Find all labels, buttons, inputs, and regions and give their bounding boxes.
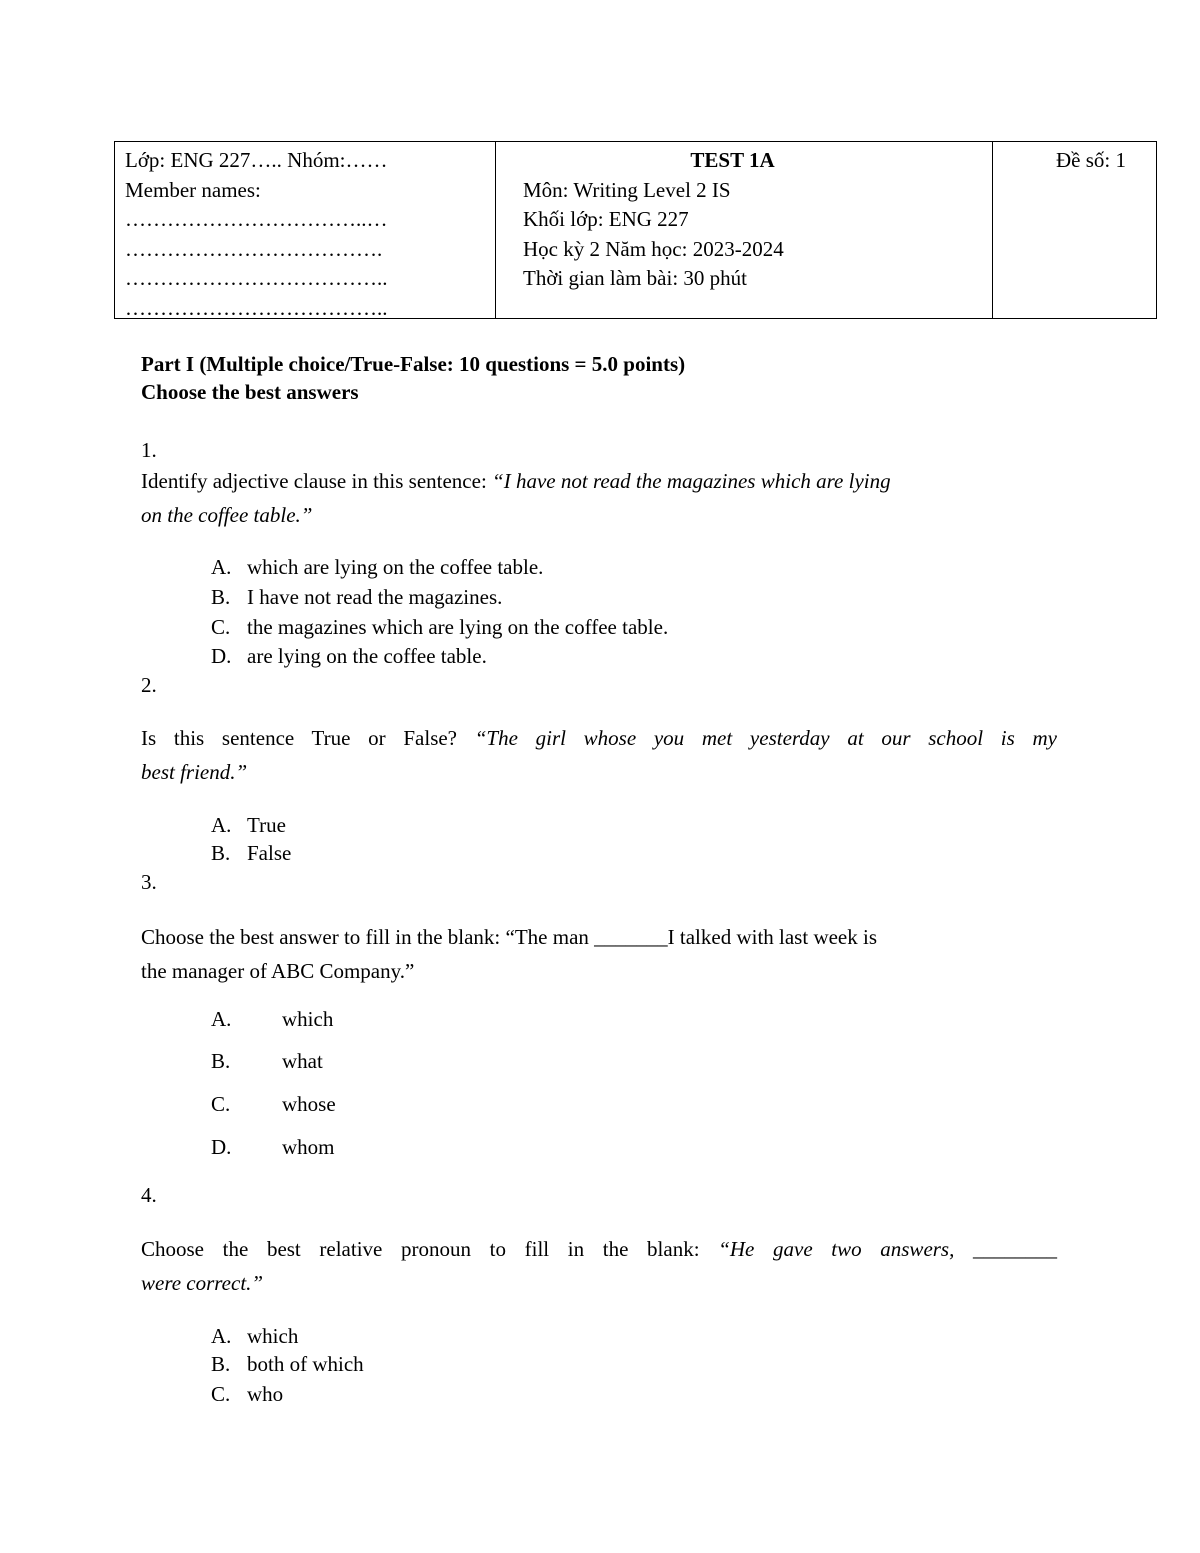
exam-code: Đề số: 1 bbox=[1056, 148, 1126, 172]
question-prompt-continued: the manager of ABC Company.” bbox=[141, 959, 415, 983]
prompt-quote: “I have not read the magazines which are lying bbox=[492, 469, 891, 493]
option-c: C. the magazines which are lying on the coffee table. bbox=[211, 615, 669, 639]
prompt-quote-continued: were correct.” bbox=[141, 1271, 264, 1295]
question-number: 4. bbox=[141, 1183, 157, 1207]
option-b: B. False bbox=[211, 841, 292, 865]
option-d: D. are lying on the coffee table. bbox=[211, 644, 487, 668]
grade-line: Khối lớp: ENG 227 bbox=[523, 207, 689, 231]
question-prompt bbox=[141, 1235, 1057, 1264]
class-info-cell bbox=[115, 142, 496, 318]
prompt-text: Choose the best relative pronoun to fill in the blank: bbox=[141, 1237, 719, 1261]
test-info-cell bbox=[496, 142, 993, 318]
option-c: C. whose bbox=[211, 1092, 336, 1116]
option-a: A. which bbox=[211, 1324, 299, 1348]
option-b: B. both of which bbox=[211, 1352, 364, 1376]
option-c: C. who bbox=[211, 1382, 284, 1406]
prompt-quote-continued: best friend.” bbox=[141, 760, 248, 784]
member-label: Member names: bbox=[125, 177, 261, 202]
prompt-quote-continued: on the coffee table.” bbox=[141, 503, 313, 527]
question-prompt bbox=[141, 467, 891, 496]
option-a: A. True bbox=[211, 813, 286, 837]
test-title: TEST 1A bbox=[690, 148, 775, 172]
option-a: A. which bbox=[211, 1007, 334, 1031]
question-prompt: Choose the best answer to fill in the blank: “The man _______I talked with last week is bbox=[141, 925, 878, 949]
part-title: Part I (Multiple choice/True-False: 10 questions = 5.0 points) bbox=[141, 352, 686, 376]
question-number: 3. bbox=[141, 870, 157, 894]
exam-code-cell bbox=[993, 142, 1156, 318]
duration-line: Thời gian làm bài: 30 phút bbox=[523, 266, 747, 290]
member-line: ……………………………….. bbox=[125, 266, 388, 290]
exam-header-table bbox=[114, 141, 1157, 319]
option-a: A. which are lying on the coffee table. bbox=[211, 555, 544, 579]
option-b: B. what bbox=[211, 1049, 323, 1073]
prompt-text: Is this sentence True or False? bbox=[141, 726, 475, 750]
option-d: D. whom bbox=[211, 1135, 335, 1159]
subject-line: Môn: Writing Level 2 IS bbox=[523, 177, 731, 202]
prompt-text: Identify adjective clause in this sentence: bbox=[141, 469, 493, 493]
member-line: ………………………………. bbox=[125, 236, 383, 261]
question-prompt bbox=[141, 724, 1057, 753]
prompt-quote: “He gave two answers, ________ bbox=[718, 1237, 1058, 1261]
prompt-quote: “The girl whose you met yesterday at our school is my bbox=[474, 726, 1057, 750]
member-line: ……………………………..… bbox=[125, 207, 388, 231]
question-number: 1. bbox=[141, 438, 157, 462]
member-line: ……………………………….. bbox=[125, 295, 388, 320]
semester-line: Học kỳ 2 Năm học: 2023-2024 bbox=[523, 236, 784, 261]
question-number: 2. bbox=[141, 673, 157, 697]
class-line: Lớp: ENG 227….. Nhóm:…… bbox=[125, 148, 388, 172]
part-instruction: Choose the best answers bbox=[141, 380, 359, 404]
option-b: B. I have not read the magazines. bbox=[211, 585, 503, 609]
